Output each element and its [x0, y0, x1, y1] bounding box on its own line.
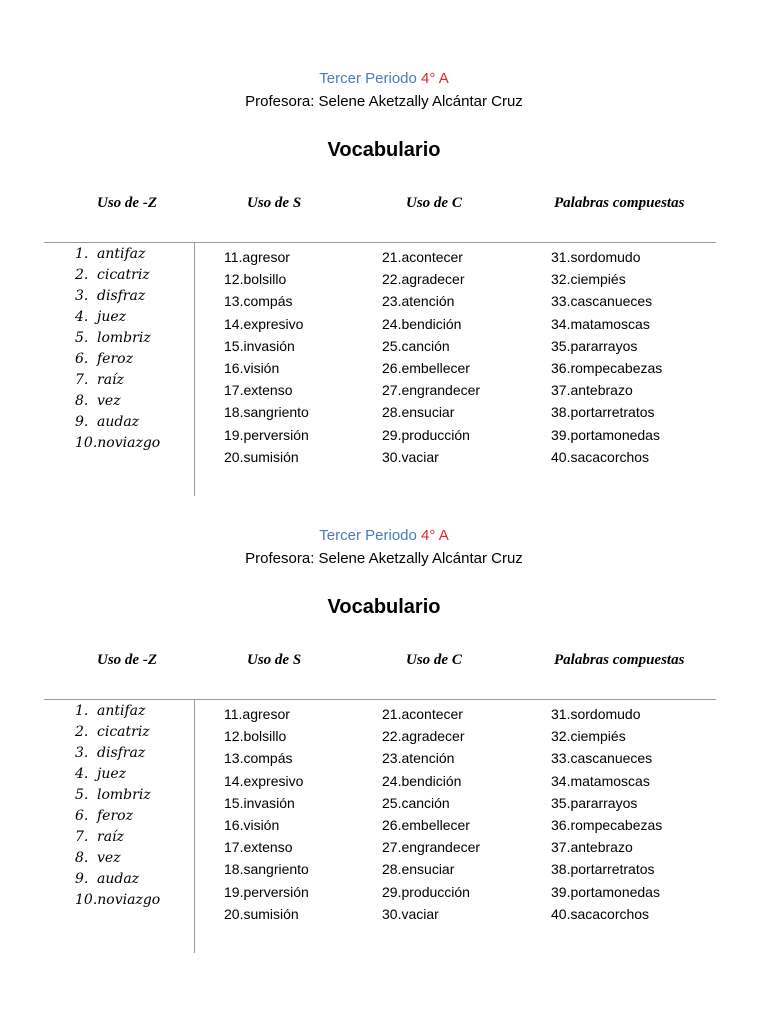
list-item: 37.antebrazo: [551, 839, 633, 856]
list-item: 14.expresivo: [224, 772, 304, 789]
list-item: 19.perversión: [224, 883, 309, 900]
list-item: 36.rompecabezas: [551, 359, 663, 376]
list-item: 15.invasión: [224, 337, 295, 354]
list-item: 13.compás: [224, 750, 293, 767]
page-title: Vocabulario: [327, 596, 441, 618]
list-item: 1. antifaz: [75, 703, 146, 719]
z-word-list: [75, 701, 160, 911]
period-line: [0, 527, 768, 544]
list-item: 30.vaciar: [382, 448, 439, 465]
column-header-z: Uso de -Z: [97, 652, 157, 668]
list-item: 16.visión: [224, 359, 280, 376]
list-item: 33.cascanueces: [551, 750, 653, 767]
worksheet-copy-2: [0, 457, 768, 922]
list-item: 19.perversión: [224, 426, 309, 443]
list-item: 24.bendición: [382, 772, 462, 789]
list-item: 8. vez: [75, 393, 121, 409]
list-item: 26.embellecer: [382, 816, 470, 833]
column-header-c: Uso de C: [406, 652, 462, 668]
column-header-s: Uso de S: [247, 652, 302, 668]
list-item: 4. juez: [75, 766, 127, 782]
list-item: 20.sumisión: [224, 448, 299, 465]
column-header-c: Uso de C: [406, 195, 462, 211]
list-item: 23.atención: [382, 293, 455, 310]
table-divider-vertical: [194, 699, 195, 953]
list-item: 24.bendición: [382, 315, 462, 332]
list-item: 38.portarretratos: [551, 861, 655, 878]
list-item: 27.engrandecer: [382, 382, 481, 399]
list-item: 29.producción: [382, 426, 470, 443]
list-item: 18.sangriento: [224, 861, 309, 878]
list-item: 28.ensuciar: [382, 861, 455, 878]
period-line: [0, 70, 768, 87]
list-item: 39.portamonedas: [551, 426, 660, 443]
list-item: 31.sordomudo: [551, 249, 641, 265]
list-item: 30.vaciar: [382, 905, 439, 922]
list-item: 32.ciempiés: [551, 271, 626, 288]
grade-label: 4° A: [421, 527, 449, 544]
list-item: 11.agresor: [224, 249, 290, 265]
s-word-list: [224, 703, 309, 925]
list-item: 21.acontecer: [382, 706, 463, 722]
teacher-line: Profesora: Selene Aketzally Alcántar Cruz: [245, 550, 523, 567]
list-item: 34.matamoscas: [551, 315, 650, 332]
grade-label: 4° A: [421, 70, 449, 87]
list-item: 8. vez: [75, 850, 121, 866]
list-item: 22.agradecer: [382, 728, 465, 745]
list-item: 28.ensuciar: [382, 404, 455, 421]
list-item: 10.noviazgo: [75, 892, 161, 908]
list-item: 34.matamoscas: [551, 772, 650, 789]
list-item: 31.sordomudo: [551, 706, 641, 722]
list-item: 5. lombriz: [75, 787, 151, 803]
list-item: 35.pararrayos: [551, 794, 638, 811]
list-item: 37.antebrazo: [551, 382, 633, 399]
table-divider-horizontal: [44, 242, 716, 243]
column-header-z: Uso de -Z: [97, 195, 157, 211]
list-item: 40.sacacorchos: [551, 448, 650, 465]
list-item: 10.noviazgo: [75, 435, 161, 451]
list-item: 33.cascanueces: [551, 293, 653, 310]
list-item: 39.portamonedas: [551, 883, 660, 900]
list-item: 21.acontecer: [382, 249, 463, 265]
list-item: 3. disfraz: [75, 745, 146, 761]
compound-word-list: [551, 703, 662, 925]
worksheet-copy-1: [0, 0, 768, 465]
list-item: 25.canción: [382, 794, 450, 811]
list-item: 40.sacacorchos: [551, 905, 650, 922]
list-item: 7. raíz: [75, 372, 124, 388]
list-item: 7. raíz: [75, 829, 124, 845]
list-item: 29.producción: [382, 883, 470, 900]
compound-word-list: [551, 246, 662, 468]
list-item: 27.engrandecer: [382, 839, 481, 856]
list-item: 3. disfraz: [75, 288, 146, 304]
list-item: 12.bolsillo: [224, 728, 287, 745]
list-item: 6. feroz: [75, 351, 133, 367]
column-header-compound: Palabras compuestas: [554, 652, 685, 668]
s-word-list: [224, 246, 309, 468]
list-item: 16.visión: [224, 816, 280, 833]
list-item: 18.sangriento: [224, 404, 309, 421]
list-item: 20.sumisión: [224, 905, 299, 922]
period-label: Tercer Periodo: [319, 70, 417, 87]
list-item: 36.rompecabezas: [551, 816, 663, 833]
table-divider-horizontal: [44, 699, 716, 700]
list-item: 23.atención: [382, 750, 455, 767]
list-item: 17.extenso: [224, 839, 293, 856]
list-item: 4. juez: [75, 309, 127, 325]
list-item: 17.extenso: [224, 382, 293, 399]
list-item: 5. lombriz: [75, 330, 151, 346]
period-label: Tercer Periodo: [319, 527, 417, 544]
list-item: 26.embellecer: [382, 359, 470, 376]
list-item: 6. feroz: [75, 808, 133, 824]
c-word-list: [382, 703, 480, 925]
list-item: 32.ciempiés: [551, 728, 626, 745]
column-header-compound: Palabras compuestas: [554, 195, 685, 211]
list-item: 9. audaz: [75, 871, 140, 887]
list-item: 15.invasión: [224, 794, 295, 811]
page-title: Vocabulario: [327, 139, 441, 161]
list-item: 38.portarretratos: [551, 404, 655, 421]
z-word-list: [75, 244, 160, 454]
c-word-list: [382, 246, 480, 468]
list-item: 11.agresor: [224, 706, 290, 722]
list-item: 1. antifaz: [75, 246, 146, 262]
list-item: 2. cicatriz: [75, 724, 150, 740]
list-item: 22.agradecer: [382, 271, 465, 288]
column-header-s: Uso de S: [247, 195, 302, 211]
teacher-line: Profesora: Selene Aketzally Alcántar Cruz: [245, 93, 523, 110]
list-item: 2. cicatriz: [75, 267, 150, 283]
list-item: 14.expresivo: [224, 315, 304, 332]
list-item: 13.compás: [224, 293, 293, 310]
list-item: 9. audaz: [75, 414, 140, 430]
list-item: 35.pararrayos: [551, 337, 638, 354]
list-item: 25.canción: [382, 337, 450, 354]
list-item: 12.bolsillo: [224, 271, 287, 288]
